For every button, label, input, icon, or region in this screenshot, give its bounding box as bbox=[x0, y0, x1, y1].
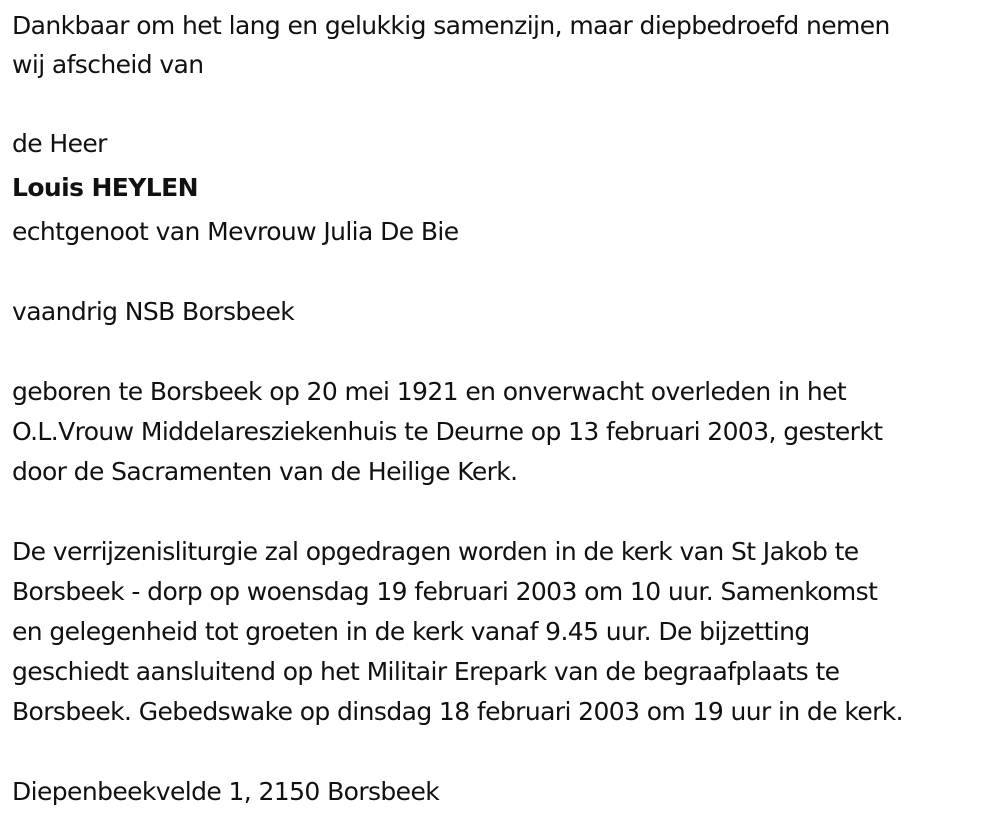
ceremony-line: en gelegenheid tot groeten in de kerk vanaf 9.45 uur. De bijzetting bbox=[12, 617, 810, 646]
intro-line: wij afscheid van bbox=[12, 50, 204, 79]
role-line: vaandrig NSB Borsbeek bbox=[12, 297, 295, 326]
ceremony-paragraph bbox=[12, 532, 988, 732]
ceremony-line: De verrijzenisliturgie zal opgedragen worden in de kerk van St Jakob te bbox=[12, 537, 859, 566]
ceremony-line: geschiedt aansluitend op het Militair Erepark van de begraafplaats te bbox=[12, 657, 840, 686]
ceremony-line: Borsbeek - dorp op woensdag 19 februari 2003 om 10 uur. Samenkomst bbox=[12, 577, 878, 606]
intro-paragraph bbox=[12, 6, 988, 84]
birth-death-line: geboren te Borsbeek op 20 mei 1921 en onverwacht overleden in het bbox=[12, 377, 847, 406]
birth-death-paragraph bbox=[12, 372, 988, 492]
ceremony-line: Borsbeek. Gebedswake op dinsdag 18 februari 2003 om 19 uur in de kerk. bbox=[12, 697, 903, 726]
address-line: Diepenbeekvelde 1, 2150 Borsbeek bbox=[12, 777, 440, 806]
birth-death-line: O.L.Vrouw Middelaresziekenhuis te Deurne op 13 februari 2003, gesterkt bbox=[12, 417, 883, 446]
birth-death-line: door de Sacramenten van de Heilige Kerk. bbox=[12, 457, 518, 486]
spouse-line: echtgenoot van Mevrouw Julia De Bie bbox=[12, 217, 459, 246]
intro-line: Dankbaar om het lang en gelukkig samenzijn, maar diepbedroefd nemen bbox=[12, 11, 890, 40]
deceased-title: de Heer bbox=[12, 129, 107, 158]
deceased-name: Louis HEYLEN bbox=[12, 173, 198, 202]
